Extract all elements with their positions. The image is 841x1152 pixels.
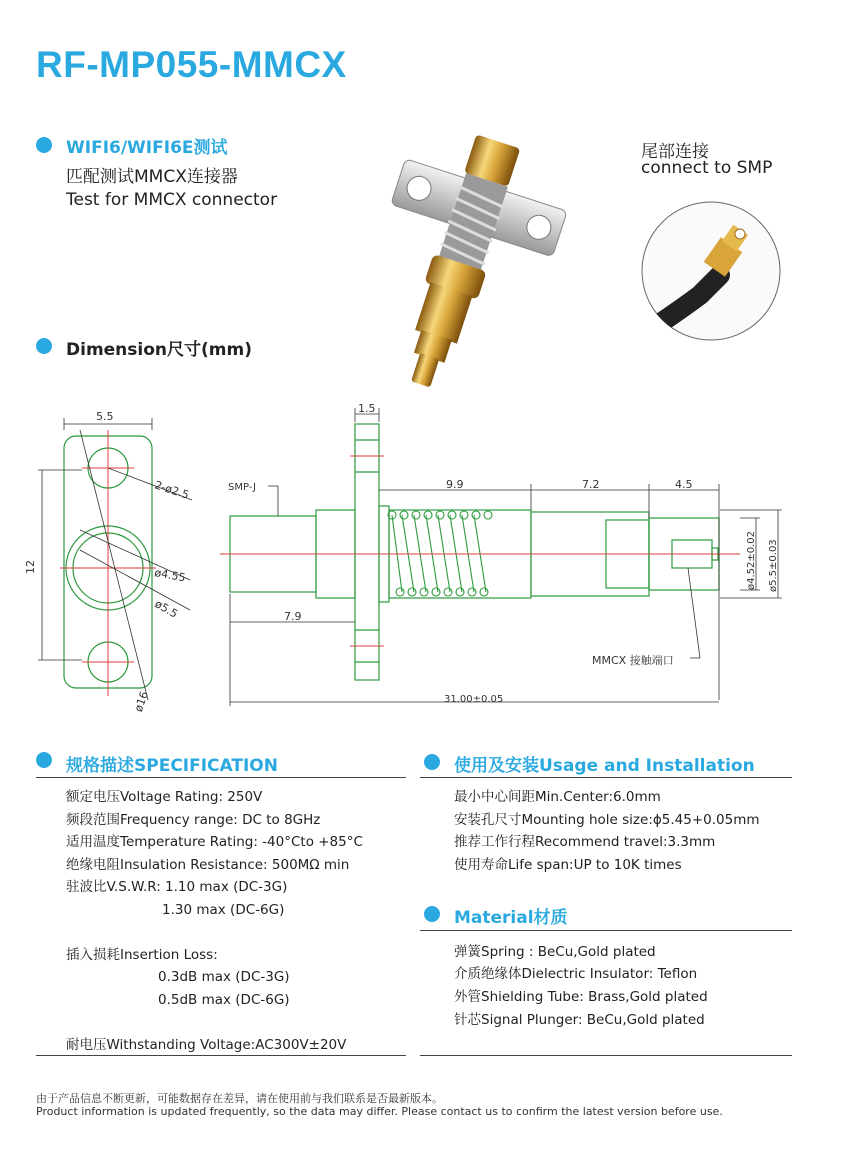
rear-length-label: 7.9 <box>284 610 302 623</box>
flange-thickness-label: 1.5 <box>358 402 376 415</box>
hole-label: 2-ø2.5 <box>153 478 191 502</box>
spring-length-label: 9.9 <box>446 478 464 491</box>
spec-withstanding-voltage: 耐电压Withstanding Voltage:AC300V±20V <box>66 1037 347 1053</box>
spec-vswr-1: 驻波比V.S.W.R: 1.10 max (DC-3G) <box>66 879 288 895</box>
intro-line-en: Test for MMCX connector <box>66 190 278 210</box>
bullet-dot-icon <box>424 754 440 770</box>
smp-line-en: connect to SMP <box>641 158 773 178</box>
material-tube: 外管Shielding Tube: Brass,Gold plated <box>454 989 708 1005</box>
material-heading: Material材质 <box>454 908 568 928</box>
divider <box>420 930 792 931</box>
material-plunger: 针芯Signal Plunger: BeCu,Gold plated <box>454 1012 705 1028</box>
usage-heading: 使用及安装Usage and Installation <box>454 756 755 776</box>
outer-dia-label: ø5.5 <box>152 597 180 621</box>
spec-insertion-loss-2: 0.5dB max (DC-6G) <box>158 992 290 1008</box>
usage-mounting-hole: 安装孔尺寸Mounting hole size:ϕ5.45+0.05mm <box>454 812 760 828</box>
tube-length-label: 7.2 <box>582 478 600 491</box>
product-image <box>330 130 600 390</box>
divider <box>420 777 792 778</box>
spec-heading: 规格描述SPECIFICATION <box>66 756 278 776</box>
divider <box>36 1055 406 1056</box>
outer-diameter-label: ø5.5±0.03 <box>768 539 779 592</box>
tip-diameter-label: ø4.52±0.02 <box>746 530 757 590</box>
dimension-heading: Dimension尺寸(mm) <box>66 340 252 360</box>
spec-insertion-loss: 插入损耗Insertion Loss: <box>66 947 218 963</box>
smp-connection-image <box>640 200 782 342</box>
intro-line-cn: 匹配测试MMCX连接器 <box>66 167 238 187</box>
bullet-dot-icon <box>36 752 52 768</box>
footer-note-en: Product information is updated frequently, so the data may differ. Please contact us to confirm the latest version before use. <box>36 1105 723 1118</box>
usage-travel: 推荐工作行程Recommend travel:3.3mm <box>454 834 716 850</box>
intro-heading: WIFI6/WIFI6E测试 <box>66 138 228 158</box>
spec-vswr-2: 1.30 max (DC-6G) <box>162 902 285 918</box>
divider <box>420 1055 792 1056</box>
mmcx-port-label: MMCX 接触端口 <box>592 654 674 667</box>
spec-frequency: 频段范围Frequency range: DC to 8GHz <box>66 812 321 828</box>
smp-j-label: SMP-J <box>228 482 256 493</box>
width-label: 5.5 <box>96 410 114 423</box>
material-spring: 弹簧Spring : BeCu,Gold plated <box>454 944 656 960</box>
bullet-dot-icon <box>36 338 52 354</box>
side-view-drawing <box>220 400 820 720</box>
divider <box>36 777 406 778</box>
height-label: 12 <box>24 560 37 574</box>
total-length-label: 31.00±0.05 <box>444 694 504 705</box>
tip-length-label: 4.5 <box>675 478 693 491</box>
usage-min-center: 最小中心间距Min.Center:6.0mm <box>454 789 661 805</box>
page-title: RF-MP055-MMCX <box>36 44 347 85</box>
bullet-dot-icon <box>424 906 440 922</box>
footer-note-cn: 由于产品信息不断更新，可能数据存在差异，请在使用前与我们联系是否最新版本。 <box>36 1092 443 1105</box>
spec-insertion-loss-1: 0.3dB max (DC-3G) <box>158 969 290 985</box>
spec-voltage: 额定电压Voltage Rating: 250V <box>66 789 263 805</box>
bullet-dot-icon <box>36 137 52 153</box>
smp-line-cn: 尾部连接 <box>641 142 709 162</box>
inner-dia-label: ø4.55 <box>153 566 187 585</box>
spec-insulation: 绝缘电阻Insulation Resistance: 500MΩ min <box>66 857 350 873</box>
usage-life-span: 使用寿命Life span:UP to 10K times <box>454 857 682 873</box>
spec-temperature: 适用温度Temperature Rating: -40°Cto +85°C <box>66 834 363 850</box>
flange-dia-label: ø16 <box>131 689 152 714</box>
front-view-drawing <box>20 400 220 730</box>
material-insulator: 介质绝缘体Dielectric Insulator: Teflon <box>454 966 698 982</box>
